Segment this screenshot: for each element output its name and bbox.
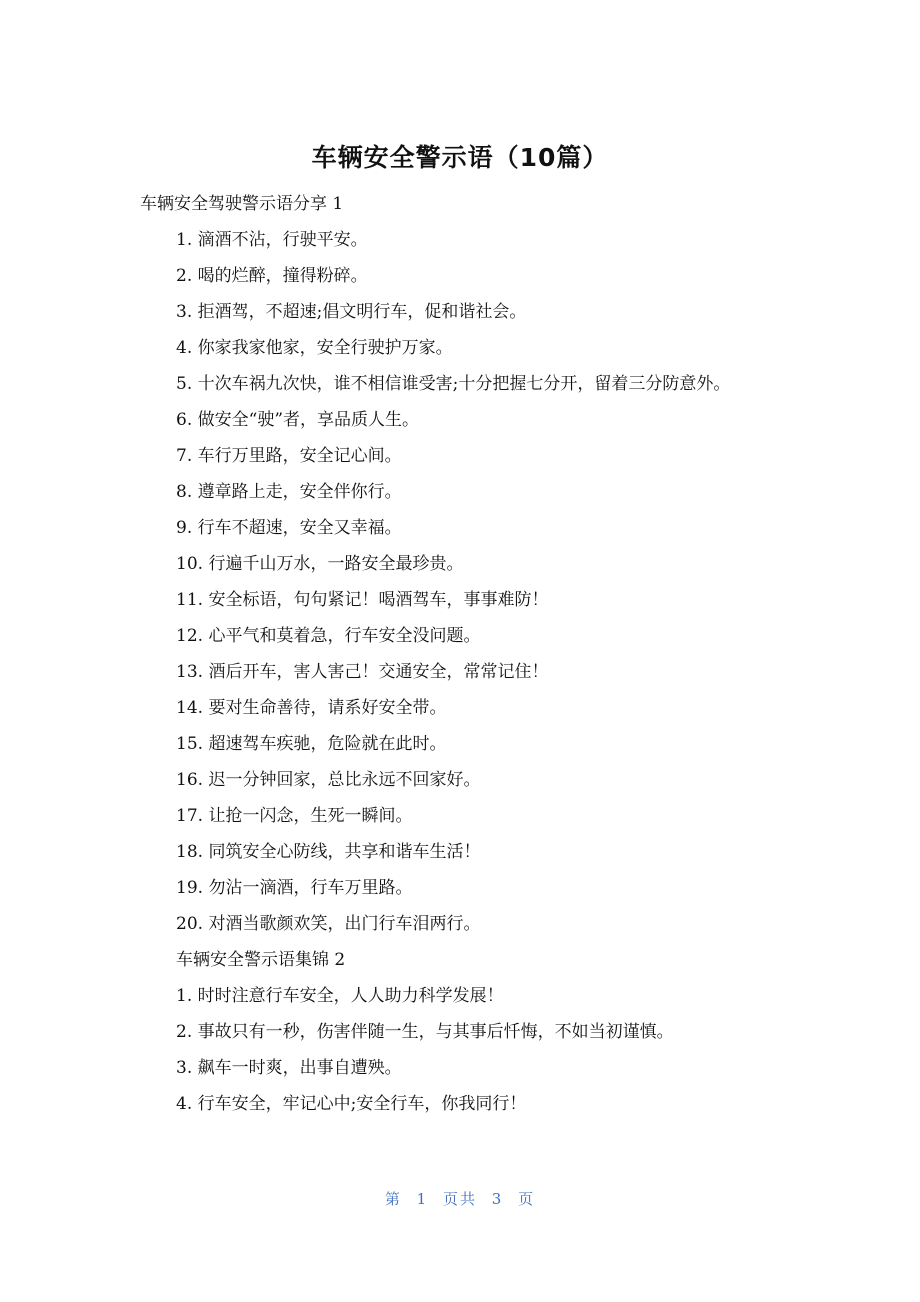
section-heading-1: 车辆安全驾驶警示语分享 1 [140, 194, 344, 214]
document-title: 车辆安全警示语（10篇） [311, 143, 609, 172]
list-item: 7. 车行万里路，安全记心间。 [176, 446, 402, 466]
list-item: 11. 安全标语，句句紧记！喝酒驾车，事事难防！ [176, 590, 549, 610]
list-item: 4. 行车安全，牢记心中;安全行车，你我同行！ [176, 1094, 527, 1114]
list-item: 3. 拒酒驾，不超速;倡文明行车，促和谐社会。 [176, 302, 527, 322]
list-item: 20. 对酒当歌颜欢笑，出门行车泪两行。 [176, 914, 481, 934]
list-item: 16. 迟一分钟回家，总比永远不回家好。 [176, 770, 481, 790]
list-item: 8. 遵章路上走，安全伴你行。 [176, 482, 402, 502]
section-heading-2: 车辆安全警示语集锦 2 [176, 950, 346, 970]
list-item: 15. 超速驾车疾驰，危险就在此时。 [176, 734, 447, 754]
list-item: 14. 要对生命善待，请系好安全带。 [176, 698, 447, 718]
list-item: 18. 同筑安全心防线，共享和谐车生活！ [176, 842, 481, 862]
list-item: 3. 飙车一时爽，出事自遭殃。 [176, 1058, 402, 1078]
list-item: 12. 心平气和莫着急，行车安全没问题。 [176, 626, 481, 646]
list-item: 5. 十次车祸九次快，谁不相信谁受害;十分把握七分开，留着三分防意外。 [176, 374, 731, 394]
list-item: 10. 行遍千山万水，一路安全最珍贵。 [176, 554, 464, 574]
document-body [140, 186, 770, 1122]
list-item: 6. 做安全“驶”者，享品质人生。 [176, 410, 420, 430]
list-item: 17. 让抢一闪念，生死一瞬间。 [176, 806, 413, 826]
list-item: 2. 喝的烂醉，撞得粉碎。 [176, 266, 368, 286]
list-item: 4. 你家我家他家，安全行驶护万家。 [176, 338, 453, 358]
page-footer: 第 1 页共 3 页 [384, 1190, 536, 1208]
list-item: 13. 酒后开车，害人害己！交通安全，常常记住！ [176, 662, 549, 682]
list-item: 9. 行车不超速，安全又幸福。 [176, 518, 402, 538]
list-item: 1. 滴酒不沾，行驶平安。 [176, 230, 368, 250]
list-item: 19. 勿沾一滴酒，行车万里路。 [176, 878, 413, 898]
list-item: 1. 时时注意行车安全，人人助力科学发展！ [176, 986, 504, 1006]
list-item: 2. 事故只有一秒，伤害伴随一生，与其事后忏悔，不如当初谨慎。 [176, 1022, 674, 1042]
